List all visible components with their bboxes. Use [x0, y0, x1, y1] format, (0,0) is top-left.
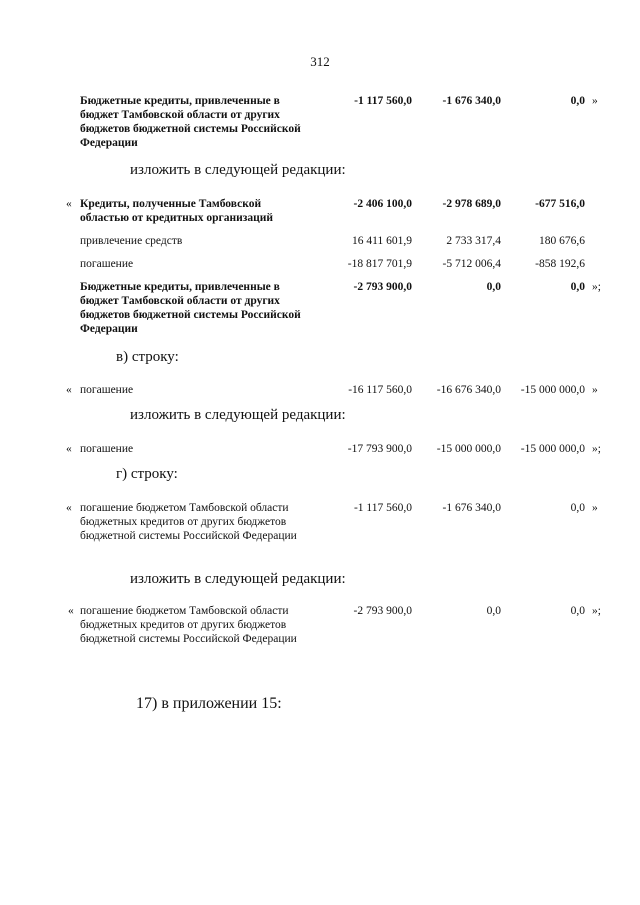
- value-year-2: -1 676 340,0: [442, 95, 501, 107]
- value-year-3: 0,0: [570, 605, 585, 617]
- subsection-v-heading: в) строку:: [116, 349, 179, 365]
- value-year-2: -1 676 340,0: [442, 502, 501, 514]
- value-year-1: -1 117 560,0: [354, 95, 412, 107]
- closing-quote: »;: [592, 281, 601, 293]
- instruction-text: изложить в следующей редакции:: [130, 407, 346, 423]
- value-year-3: 0,0: [570, 281, 585, 293]
- opening-quote: «: [66, 502, 72, 514]
- closing-quote: »: [592, 384, 598, 396]
- row-label: Бюджетные кредиты, привлеченные в бюджет Тамбовской области от других бюджетов бюджетной системы Российской Федерации: [80, 281, 301, 335]
- closing-quote: »;: [592, 605, 601, 617]
- value-year-2: -15 000 000,0: [436, 443, 501, 455]
- value-year-3: 0,0: [570, 502, 585, 514]
- value-year-1: -1 117 560,0: [353, 502, 412, 514]
- closing-quote: »: [592, 502, 598, 514]
- row-label: погашение бюджетом Тамбовской области бюджетных кредитов от других бюджетов бюджетной системы Российской Федерации: [80, 502, 297, 542]
- value-year-2: -16 676 340,0: [436, 384, 501, 396]
- value-year-2: -5 712 006,4: [442, 258, 501, 270]
- row-label: Кредиты, полученные Тамбовской областью от кредитных организаций: [80, 198, 273, 224]
- value-year-3: 0,0: [570, 95, 585, 107]
- value-year-2: -2 978 689,0: [442, 198, 501, 210]
- row-label: Бюджетные кредиты, привлеченные в бюджет Тамбовской области от других бюджетов бюджетной системы Российской Федерации: [80, 95, 301, 149]
- instruction-text: изложить в следующей редакции:: [130, 162, 346, 178]
- value-year-1: -2 793 900,0: [353, 605, 412, 617]
- instruction-text: изложить в следующей редакции:: [130, 571, 346, 587]
- value-year-3: -677 516,0: [535, 198, 585, 210]
- value-year-1: -18 817 701,9: [347, 258, 412, 270]
- value-year-2: 0,0: [486, 281, 501, 293]
- value-year-2: 0,0: [486, 605, 501, 617]
- row-label: привлечение средств: [80, 235, 183, 247]
- value-year-1: 16 411 601,9: [352, 235, 412, 247]
- closing-quote: »: [592, 95, 598, 107]
- row-label: погашение: [80, 443, 134, 455]
- page-number: 312: [310, 54, 330, 69]
- row-label: погашение: [80, 258, 134, 270]
- value-year-1: -16 117 560,0: [348, 384, 412, 396]
- section-17-heading: 17) в приложении 15:: [136, 695, 282, 712]
- value-year-3: -858 192,6: [535, 258, 585, 270]
- value-year-2: 2 733 317,4: [446, 235, 501, 247]
- value-year-1: -2 406 100,0: [353, 198, 412, 210]
- opening-quote: «: [66, 384, 72, 396]
- value-year-3: -15 000 000,0: [520, 443, 585, 455]
- opening-quote: «: [68, 605, 74, 617]
- value-year-1: -2 793 900,0: [353, 281, 412, 293]
- row-label: погашение бюджетом Тамбовской области бюджетных кредитов от других бюджетов бюджетной системы Российской Федерации: [80, 605, 297, 645]
- value-year-3: 180 676,6: [539, 235, 585, 247]
- subsection-g-heading: г) строку:: [116, 466, 178, 482]
- opening-quote: «: [66, 198, 72, 210]
- value-year-3: -15 000 000,0: [520, 384, 585, 396]
- value-year-1: -17 793 900,0: [347, 443, 412, 455]
- row-label: погашение: [80, 384, 134, 396]
- opening-quote: «: [66, 443, 72, 455]
- closing-quote: »;: [592, 443, 601, 455]
